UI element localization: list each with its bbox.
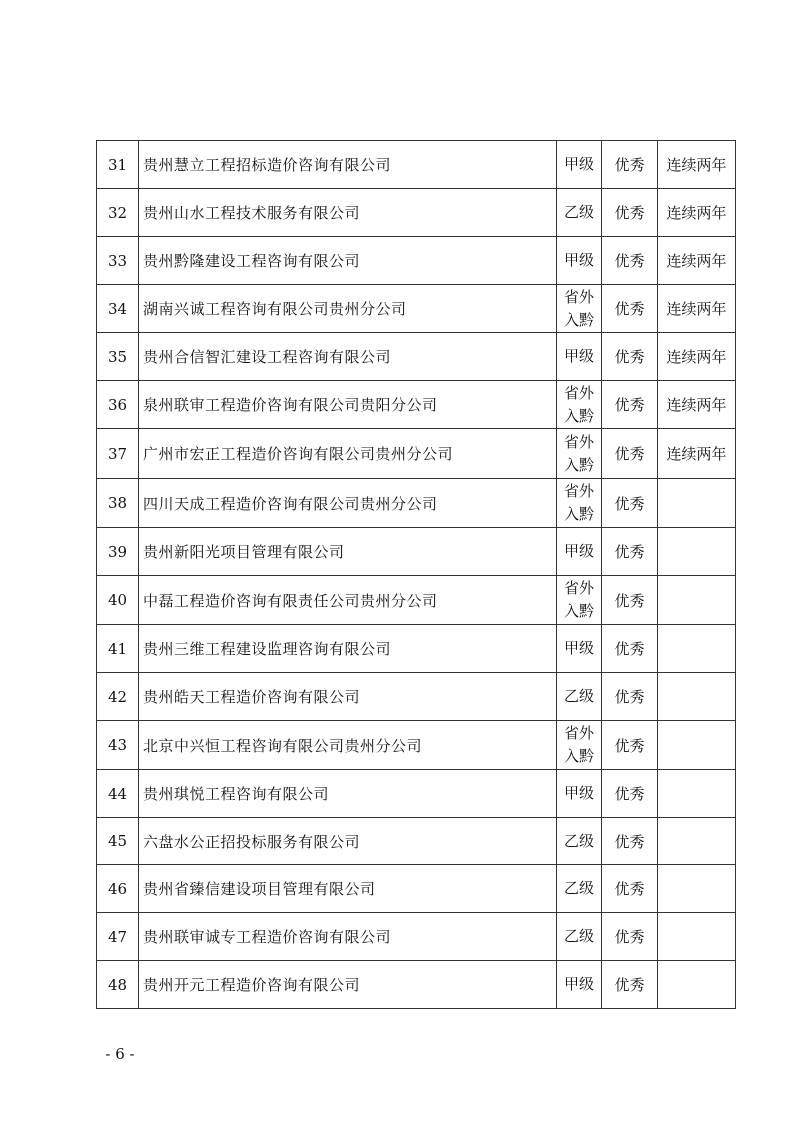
note-text: 连续两年 <box>666 156 727 174</box>
company-rating-table <box>96 140 736 1009</box>
rating-cell <box>602 721 658 770</box>
qualification-grade-cell <box>557 770 602 818</box>
rating-cell <box>602 673 658 721</box>
qualification-grade-cell <box>557 285 602 333</box>
row-number-text: 38 <box>107 494 128 512</box>
rating-cell <box>602 961 658 1009</box>
company-name-cell <box>139 381 557 429</box>
rating-text: 优秀 <box>614 928 645 946</box>
company-name-text: 贵州新阳光项目管理有限公司 <box>143 543 345 561</box>
qualification-grade-text: 乙级 <box>563 831 594 850</box>
rating-text: 优秀 <box>614 445 645 463</box>
company-name-text: 贵州省臻信建设项目管理有限公司 <box>143 880 376 898</box>
company-name-text: 贵州琪悦工程咨询有限公司 <box>143 785 330 803</box>
table-row <box>97 818 736 865</box>
company-name-cell <box>139 189 557 237</box>
table-row <box>97 333 736 381</box>
note-cell <box>658 818 736 865</box>
table-row <box>97 865 736 913</box>
row-number-cell <box>97 625 139 673</box>
row-number-cell <box>97 818 139 865</box>
rating-cell <box>602 625 658 673</box>
rating-cell <box>602 865 658 913</box>
row-number-text: 41 <box>107 639 128 658</box>
company-name-cell <box>139 625 557 673</box>
company-name-cell <box>139 237 557 285</box>
row-number-cell <box>97 528 139 576</box>
company-name-text: 贵州三维工程建设监理咨询有限公司 <box>143 640 392 658</box>
qualification-grade-text: 甲级 <box>563 639 594 657</box>
row-number-text: 36 <box>107 395 128 414</box>
rating-cell <box>602 333 658 381</box>
table-row <box>97 961 736 1009</box>
table-row <box>97 237 736 285</box>
note-cell <box>658 576 736 625</box>
note-text: 连续两年 <box>666 252 727 270</box>
company-name-text: 北京中兴恒工程咨询有限公司贵州分公司 <box>143 736 423 755</box>
row-number-text: 44 <box>107 784 128 803</box>
note-text: 连续两年 <box>666 204 727 222</box>
qualification-grade-text: 甲级 <box>563 975 594 993</box>
note-cell <box>658 961 736 1009</box>
row-number-text: 33 <box>107 251 128 270</box>
qualification-grade-text: 省外入黔 <box>563 482 594 523</box>
company-name-cell <box>139 818 557 865</box>
row-number-cell <box>97 479 139 528</box>
company-name-text: 广州市宏正工程造价咨询有限公司贵州分公司 <box>143 445 454 463</box>
qualification-grade-text: 甲级 <box>563 347 594 365</box>
note-cell <box>658 770 736 818</box>
row-number-text: 40 <box>107 591 128 609</box>
rating-cell <box>602 237 658 285</box>
rating-cell <box>602 141 658 189</box>
qualification-grade-text: 乙级 <box>563 927 594 945</box>
row-number-cell <box>97 381 139 429</box>
qualification-grade-text: 省外入黔 <box>563 383 594 425</box>
company-name-text: 贵州开元工程造价咨询有限公司 <box>143 976 361 994</box>
note-cell <box>658 479 736 528</box>
row-number-cell <box>97 961 139 1009</box>
note-text: 连续两年 <box>666 300 727 318</box>
row-number-cell <box>97 237 139 285</box>
note-text: 连续两年 <box>666 348 727 366</box>
company-name-cell <box>139 429 557 479</box>
note-cell <box>658 673 736 721</box>
rating-text: 优秀 <box>614 976 645 994</box>
table-row <box>97 528 736 576</box>
page-number: - 6 - <box>105 1045 135 1063</box>
row-number-text: 31 <box>107 155 128 174</box>
note-cell <box>658 237 736 285</box>
company-name-text: 贵州合信智汇建设工程咨询有限公司 <box>143 348 392 366</box>
qualification-grade-cell <box>557 381 602 429</box>
rating-text: 优秀 <box>614 396 645 414</box>
row-number-text: 34 <box>107 299 128 318</box>
company-name-text: 贵州皓天工程造价咨询有限公司 <box>143 688 361 706</box>
rating-cell <box>602 576 658 625</box>
rating-text: 优秀 <box>614 785 645 803</box>
table-row <box>97 429 736 479</box>
row-number-text: 43 <box>107 736 128 754</box>
note-cell <box>658 381 736 429</box>
qualification-grade-text: 甲级 <box>563 784 594 802</box>
row-number-cell <box>97 673 139 721</box>
company-name-cell <box>139 673 557 721</box>
company-name-text: 六盘水公正招投标服务有限公司 <box>143 832 361 851</box>
company-name-cell <box>139 479 557 528</box>
qualification-grade-text: 省外入黔 <box>563 287 594 329</box>
rating-text: 优秀 <box>614 880 645 898</box>
note-cell <box>658 429 736 479</box>
note-cell <box>658 721 736 770</box>
rating-cell <box>602 770 658 818</box>
qualification-grade-cell <box>557 333 602 381</box>
row-number-text: 46 <box>107 879 128 898</box>
row-number-text: 35 <box>107 347 128 366</box>
qualification-grade-text: 甲级 <box>563 155 594 173</box>
table-row <box>97 576 736 625</box>
company-name-cell <box>139 913 557 961</box>
note-cell <box>658 333 736 381</box>
rating-text: 优秀 <box>614 832 645 851</box>
qualification-grade-cell <box>557 528 602 576</box>
qualification-grade-text: 省外入黔 <box>563 579 594 620</box>
company-name-text: 贵州黔隆建设工程咨询有限公司 <box>143 252 361 270</box>
qualification-grade-text: 甲级 <box>563 542 594 560</box>
company-name-cell <box>139 770 557 818</box>
company-name-cell <box>139 141 557 189</box>
note-cell <box>658 141 736 189</box>
rating-text: 优秀 <box>614 688 645 706</box>
qualification-grade-cell <box>557 479 602 528</box>
table-row <box>97 913 736 961</box>
row-number-cell <box>97 141 139 189</box>
company-name-text: 泉州联审工程造价咨询有限公司贵阳分公司 <box>143 396 438 414</box>
qualification-grade-text: 乙级 <box>563 203 594 221</box>
note-cell <box>658 913 736 961</box>
row-number-cell <box>97 429 139 479</box>
row-number-text: 37 <box>107 444 128 463</box>
qualification-grade-text: 省外入黔 <box>563 724 594 765</box>
qualification-grade-cell <box>557 913 602 961</box>
qualification-grade-cell <box>557 721 602 770</box>
qualification-grade-text: 甲级 <box>563 251 594 269</box>
qualification-grade-cell <box>557 189 602 237</box>
table-row <box>97 141 736 189</box>
company-name-cell <box>139 333 557 381</box>
row-number-cell <box>97 333 139 381</box>
qualification-grade-text: 省外入黔 <box>563 432 594 474</box>
row-number-text: 42 <box>107 687 128 706</box>
note-cell <box>658 865 736 913</box>
rating-cell <box>602 913 658 961</box>
rating-text: 优秀 <box>614 640 645 658</box>
company-name-cell <box>139 285 557 333</box>
company-name-cell <box>139 576 557 625</box>
row-number-text: 32 <box>107 203 128 222</box>
row-number-cell <box>97 285 139 333</box>
row-number-cell <box>97 576 139 625</box>
rating-text: 优秀 <box>614 736 645 755</box>
note-cell <box>658 625 736 673</box>
row-number-text: 39 <box>107 542 128 561</box>
rating-text: 优秀 <box>614 494 645 513</box>
table-row <box>97 189 736 237</box>
row-number-cell <box>97 913 139 961</box>
table-row <box>97 673 736 721</box>
rating-cell <box>602 285 658 333</box>
table-row <box>97 770 736 818</box>
qualification-grade-cell <box>557 818 602 865</box>
company-name-text: 贵州联审诚专工程造价咨询有限公司 <box>143 928 392 946</box>
rating-text: 优秀 <box>614 543 645 561</box>
company-name-text: 四川天成工程造价咨询有限公司贵州分公司 <box>143 494 438 513</box>
qualification-grade-cell <box>557 237 602 285</box>
table-row <box>97 381 736 429</box>
rating-text: 优秀 <box>614 156 645 174</box>
row-number-text: 48 <box>107 975 128 994</box>
company-name-text: 贵州慧立工程招标造价咨询有限公司 <box>143 156 392 174</box>
note-cell <box>658 189 736 237</box>
company-name-cell <box>139 865 557 913</box>
row-number-cell <box>97 770 139 818</box>
company-rating-table-container <box>96 140 735 1009</box>
table-row <box>97 721 736 770</box>
company-name-cell <box>139 721 557 770</box>
qualification-grade-cell <box>557 141 602 189</box>
rating-cell <box>602 528 658 576</box>
rating-text: 优秀 <box>614 252 645 270</box>
company-name-text: 中磊工程造价咨询有限责任公司贵州分公司 <box>143 591 438 610</box>
table-row <box>97 285 736 333</box>
rating-cell <box>602 429 658 479</box>
qualification-grade-cell <box>557 576 602 625</box>
table-body <box>97 141 736 1009</box>
rating-text: 优秀 <box>614 300 645 318</box>
qualification-grade-cell <box>557 673 602 721</box>
rating-cell <box>602 189 658 237</box>
company-name-cell <box>139 961 557 1009</box>
row-number-text: 45 <box>107 832 128 850</box>
qualification-grade-text: 乙级 <box>563 879 594 897</box>
note-cell <box>658 285 736 333</box>
table-row <box>97 625 736 673</box>
qualification-grade-cell <box>557 429 602 479</box>
qualification-grade-text: 乙级 <box>563 687 594 705</box>
note-text: 连续两年 <box>666 445 727 463</box>
note-cell <box>658 528 736 576</box>
rating-cell <box>602 818 658 865</box>
note-text: 连续两年 <box>666 396 727 414</box>
row-number-cell <box>97 721 139 770</box>
company-name-text: 湖南兴诚工程咨询有限公司贵州分公司 <box>143 300 407 318</box>
company-name-text: 贵州山水工程技术服务有限公司 <box>143 204 361 222</box>
qualification-grade-cell <box>557 961 602 1009</box>
rating-cell <box>602 479 658 528</box>
rating-text: 优秀 <box>614 348 645 366</box>
qualification-grade-cell <box>557 865 602 913</box>
qualification-grade-cell <box>557 625 602 673</box>
row-number-cell <box>97 865 139 913</box>
company-name-cell <box>139 528 557 576</box>
rating-text: 优秀 <box>614 591 645 610</box>
table-row <box>97 479 736 528</box>
rating-cell <box>602 381 658 429</box>
row-number-text: 47 <box>107 927 128 946</box>
row-number-cell <box>97 189 139 237</box>
rating-text: 优秀 <box>614 204 645 222</box>
